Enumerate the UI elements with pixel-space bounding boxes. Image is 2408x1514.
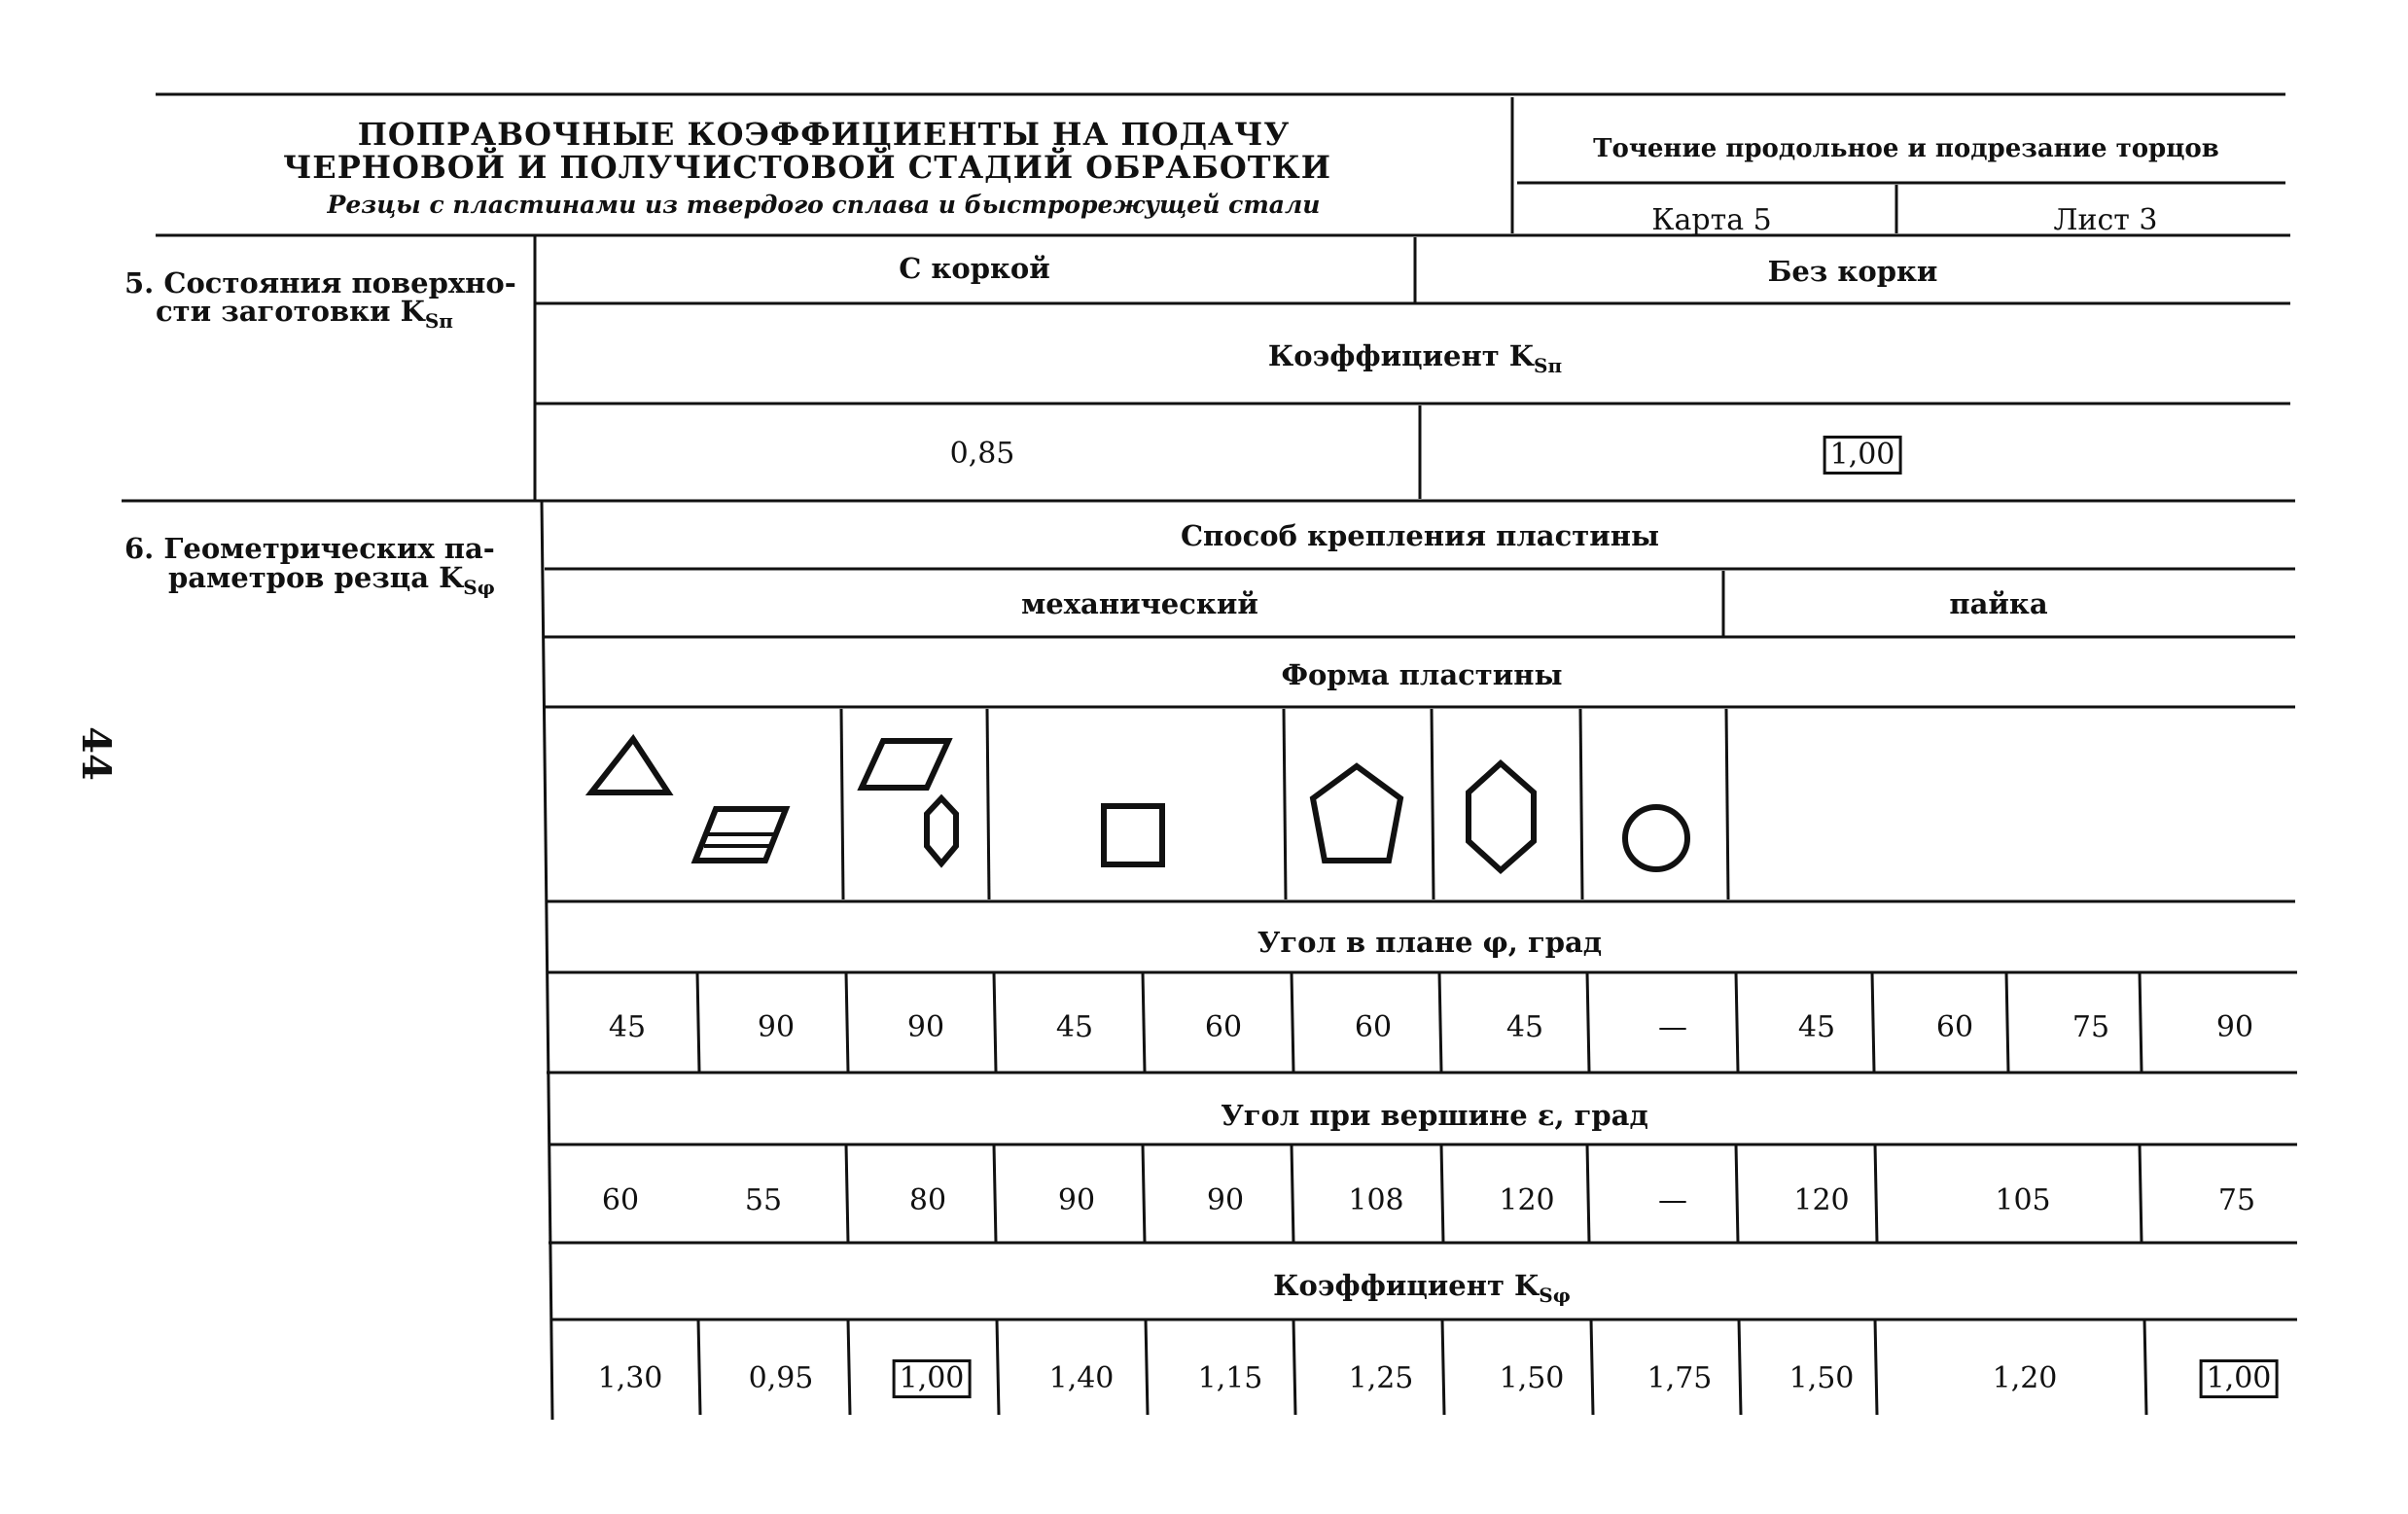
plan-angle-cell: —: [1658, 1010, 1687, 1044]
coef-cell: 1,15: [1197, 1361, 1263, 1395]
tip-angle-cell: 75: [2217, 1183, 2256, 1217]
operation-label: Точение продольное и подрезание торцов: [1593, 134, 2219, 163]
coef-cell: 1,30: [597, 1361, 663, 1395]
col-with-crust: С коркой: [899, 252, 1050, 285]
title-line-1: ПОПРАВОЧНЫЕ КОЭФФИЦИЕНТЫ НА ПОДАЧУ: [357, 116, 1291, 153]
page-number: 44: [72, 726, 119, 781]
plan-angle-cell: 75: [2072, 1010, 2110, 1044]
coef-cell: 1,40: [1048, 1361, 1115, 1395]
tip-angle-cell: 108: [1348, 1183, 1404, 1217]
coef-cell: 1,75: [1647, 1361, 1713, 1395]
triangle-icon: [591, 739, 668, 792]
mount-header: Способ крепления пластины: [1180, 519, 1660, 552]
section6-label-line1: 6. Геометрических па-: [124, 532, 495, 565]
col-without-crust: Без корки: [1767, 255, 1938, 288]
plan-angle-cell: 90: [757, 1010, 796, 1044]
mount-soldered: пайка: [1949, 587, 2048, 620]
shape-header: Форма пластины: [1281, 658, 1563, 691]
section5-label-line2: сти заготовки $K_{Sп}$: [156, 295, 453, 333]
elongated-hexagon-icon: [927, 798, 956, 863]
coef-cell: 1,00: [893, 1359, 972, 1398]
plan-angle-cell: 45: [608, 1010, 647, 1044]
coef-cell: 1,25: [1348, 1361, 1414, 1395]
sheet-label: Лист 3: [2053, 203, 2158, 237]
parallelogram-icon: [695, 809, 786, 861]
value-without-crust: 1,00: [1824, 436, 1902, 475]
card-label: Карта 5: [1651, 203, 1772, 237]
tip-angle-header: Угол при вершине ε, град: [1221, 1099, 1648, 1132]
plan-angle-cell: 90: [2215, 1010, 2254, 1044]
coef-cell: 0,95: [748, 1361, 814, 1395]
tip-angle-cell: 105: [1995, 1183, 2051, 1217]
plan-angle-cell: 90: [906, 1010, 945, 1044]
tip-angle-cell: 90: [1057, 1183, 1096, 1217]
section5-label-line1: 5. Состояния поверхно-: [124, 266, 516, 299]
rhombus-icon: [862, 741, 948, 788]
plan-angle-cell: 45: [1505, 1010, 1544, 1044]
tip-angle-cell: —: [1658, 1183, 1687, 1217]
plan-angle-cell: 60: [1935, 1010, 1974, 1044]
coef-cell: 1,00: [2200, 1359, 2279, 1398]
title-line-2: ЧЕРНОВОЙ И ПОЛУЧИСТОВОЙ СТАДИЙ ОБРАБОТКИ: [283, 149, 1331, 186]
plan-angle-cell: 60: [1354, 1010, 1393, 1044]
plan-angle-cell: 45: [1055, 1010, 1094, 1044]
coef-cell: 1,20: [1992, 1361, 2058, 1395]
tip-angle-cell: 120: [1499, 1183, 1555, 1217]
tip-angle-cell: 55: [744, 1183, 783, 1217]
section5-coef-header: Коэффициент $K_{Sп}$: [1267, 339, 1563, 377]
plan-angle-header: Угол в плане φ, град: [1257, 926, 1603, 959]
tip-angle-cell: 120: [1793, 1183, 1850, 1217]
pentagon-icon: [1313, 766, 1400, 861]
hexagon-icon: [1469, 763, 1534, 870]
tip-angle-cell: 80: [908, 1183, 947, 1217]
mount-mechanical: механический: [1021, 587, 1258, 620]
section6-coef-header: Коэффициент $K_{S\varphi}$: [1273, 1269, 1571, 1307]
square-icon: [1104, 806, 1162, 864]
tip-angle-cell: 60: [601, 1183, 640, 1217]
plan-angle-cell: 60: [1204, 1010, 1243, 1044]
section6-label-line2: раметров резца $K_{S\varphi}$: [168, 561, 495, 599]
subtitle: Резцы с пластинами из твердого сплава и быстрорежущей стали: [327, 191, 1321, 219]
coef-cell: 1,50: [1499, 1361, 1565, 1395]
coef-cell: 1,50: [1788, 1361, 1855, 1395]
value-with-crust: 0,85: [949, 437, 1015, 471]
circle-icon: [1625, 807, 1687, 869]
tip-angle-cell: 90: [1206, 1183, 1245, 1217]
plan-angle-cell: 45: [1797, 1010, 1836, 1044]
